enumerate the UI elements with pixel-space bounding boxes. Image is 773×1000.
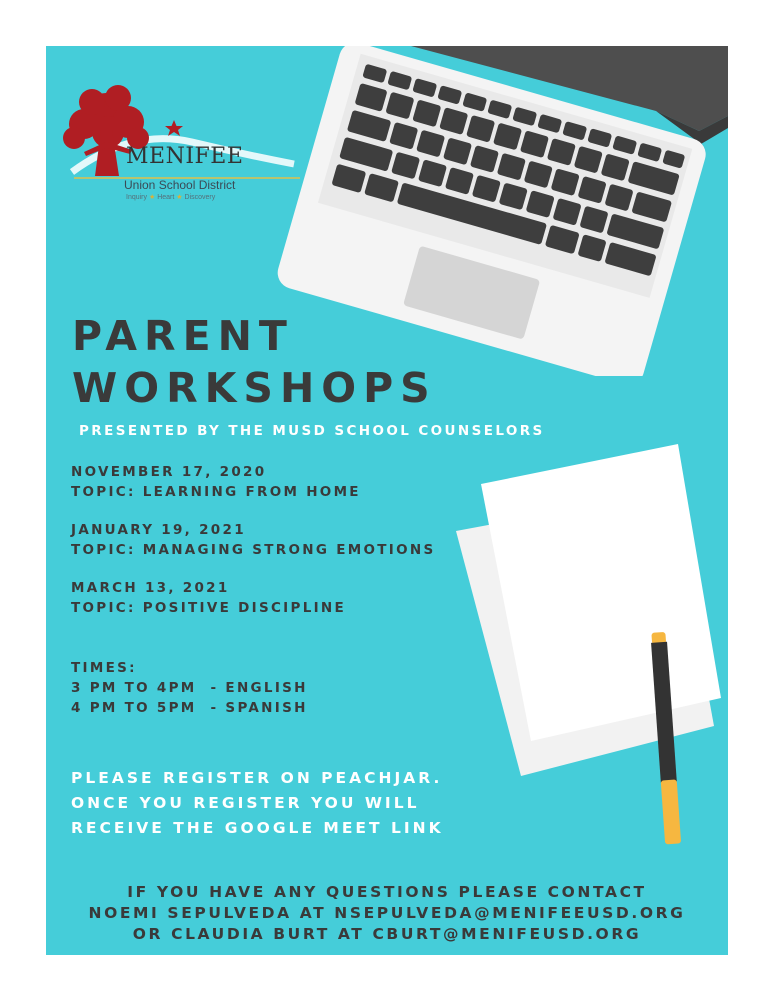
register-line: ONCE YOU REGISTER YOU WILL	[71, 794, 420, 812]
time-slot: 3 PM TO 4PM - ENGLISH	[71, 680, 308, 696]
times-block	[71, 658, 308, 718]
contact-info	[46, 882, 728, 945]
tagline-heart: Heart	[157, 194, 175, 201]
district-name: MENIFEE	[126, 144, 244, 169]
session-topic: TOPIC: MANAGING STRONG EMOTIONS	[71, 542, 436, 558]
time-slot: 4 PM TO 5PM - SPANISH	[71, 700, 308, 716]
district-tagline	[126, 193, 215, 201]
page-title	[72, 310, 437, 414]
session-topic: TOPIC: LEARNING FROM HOME	[71, 484, 361, 500]
contact-line: IF YOU HAVE ANY QUESTIONS PLEASE CONTACT	[127, 883, 647, 901]
session-item	[71, 578, 435, 618]
title-line: WORKSHOPS	[72, 364, 437, 412]
session-date: JANUARY 19, 2021	[71, 522, 246, 538]
presenter-subtitle: PRESENTED BY THE MUSD SCHOOL COUNSELORS	[79, 423, 545, 439]
contact-line: NOEMI SEPULVEDA AT NSEPULVEDA@MENIFEEUSD.ORG	[88, 904, 686, 922]
registration-note	[71, 766, 444, 841]
session-item	[71, 520, 435, 560]
tagline-discovery: Discovery	[184, 194, 216, 201]
paper-and-pen-icon	[446, 436, 728, 856]
times-heading: TIMES:	[71, 660, 137, 676]
session-date: MARCH 13, 2021	[71, 580, 230, 596]
session-item	[71, 462, 435, 502]
star-icon: ★	[176, 194, 183, 201]
session-list	[71, 462, 435, 636]
title-line: PARENT	[72, 312, 294, 360]
session-date: NOVEMBER 17, 2020	[71, 464, 267, 480]
register-line: RECEIVE THE GOOGLE MEET LINK	[71, 819, 444, 837]
contact-line: OR CLAUDIA BURT AT CBURT@MENIFEUSD.ORG	[132, 925, 642, 943]
district-subtitle: Union School District	[124, 178, 236, 192]
register-line: PLEASE REGISTER ON PEACHJAR.	[71, 769, 443, 787]
tagline-inquiry: Inquiry	[126, 194, 148, 201]
session-topic: TOPIC: POSITIVE DISCIPLINE	[71, 600, 347, 616]
flyer	[46, 46, 728, 955]
star-icon: ★	[148, 194, 156, 201]
